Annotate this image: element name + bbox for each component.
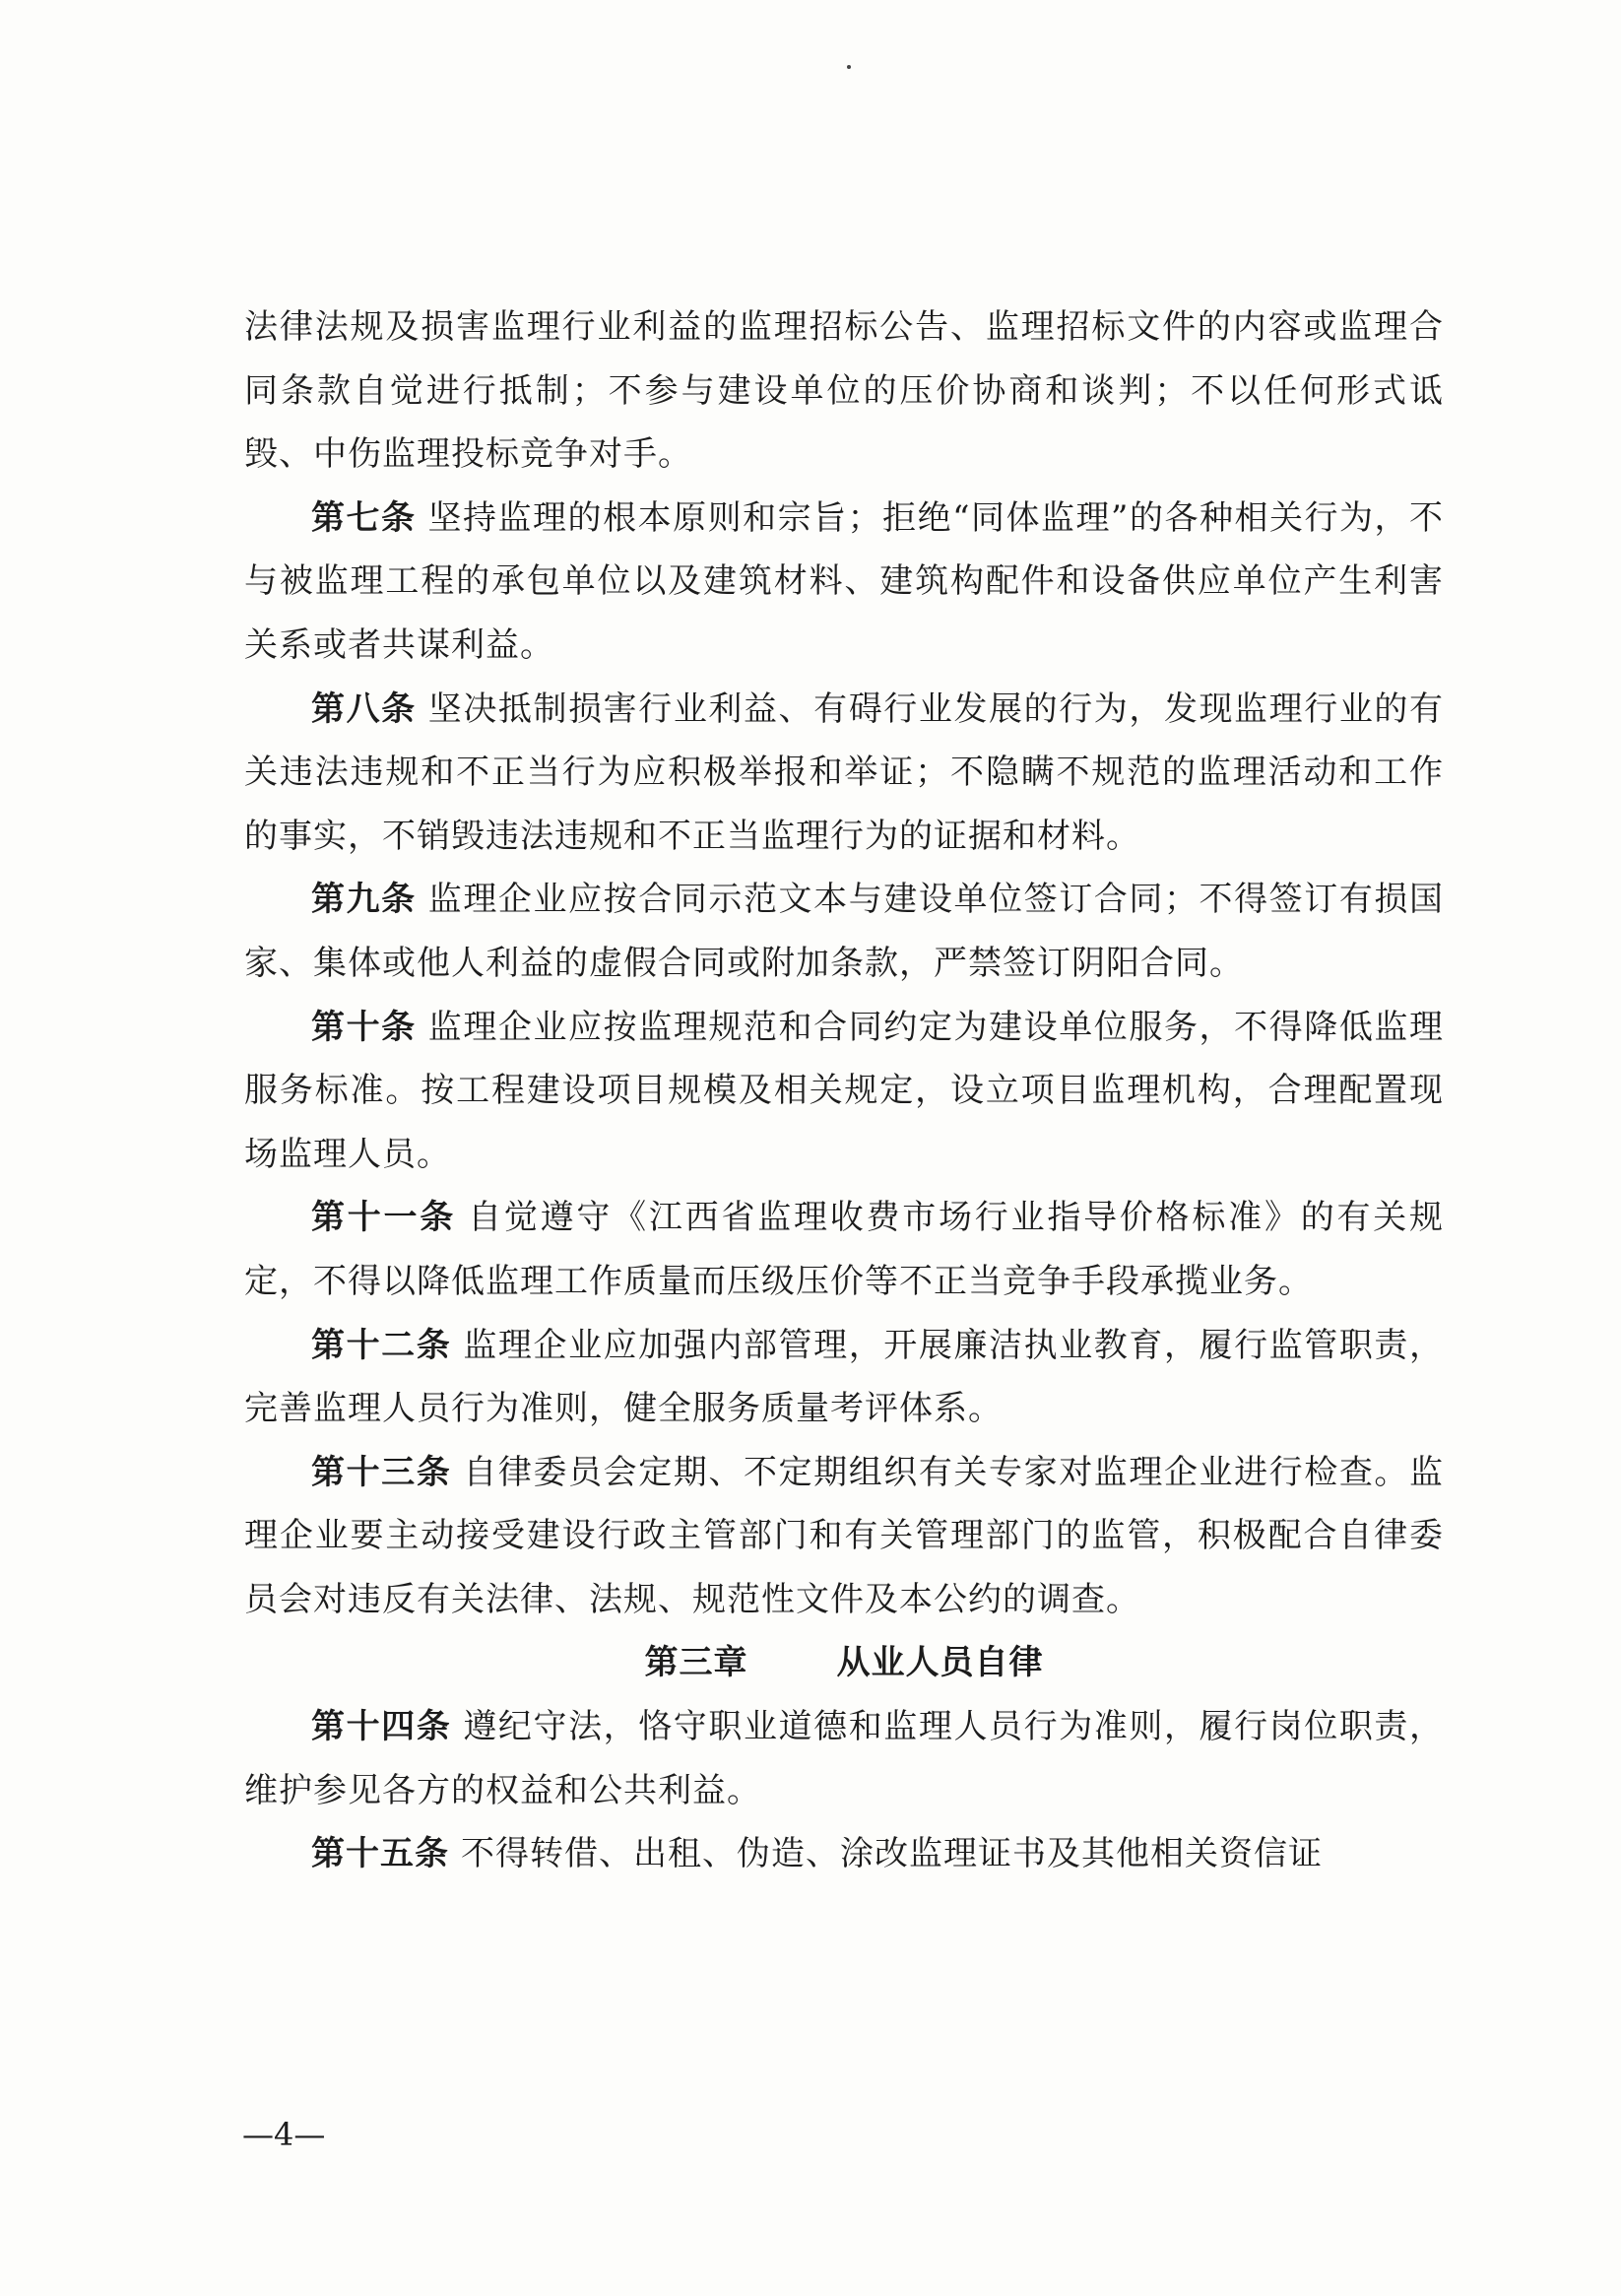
chapter-heading bbox=[244, 1631, 1444, 1695]
article-11 bbox=[244, 1186, 1444, 1313]
scan-speck bbox=[847, 65, 851, 69]
article-7 bbox=[244, 487, 1444, 678]
paragraph-continuation bbox=[244, 295, 1444, 487]
article-13 bbox=[244, 1441, 1444, 1632]
article-label: 第十条 bbox=[311, 1007, 417, 1047]
article-text: 监理企业应加强内部管理，开展廉洁执业教育，履行监管职责，完善监理人员行为准则，健全服务质量考评体系。 bbox=[244, 1325, 1445, 1429]
article-label: 第七条 bbox=[311, 497, 417, 538]
article-text: 自律委员会定期、不定期组织有关专家对监理企业进行检查。监理企业要主动接受建设行政主管部门和有关管理部门的监管，积极配合自律委员会对违反有关法律、法规、规范性文件及本公约的调查。 bbox=[244, 1452, 1445, 1619]
article-text: 坚决抵制损害行业利益、有碍行业发展的行为，发现监理行业的有关违法违规和不正当行为应积极举报和举证；不隐瞒不规范的监理活动和工作的事实，不销毁违法违规和不正当监理行为的证据和材料。 bbox=[244, 689, 1445, 856]
chapter-number: 第三章 bbox=[644, 1643, 748, 1683]
document-body bbox=[244, 295, 1444, 1886]
article-label: 第十三条 bbox=[311, 1452, 452, 1492]
article-label: 第八条 bbox=[311, 689, 417, 729]
article-text: 遵纪守法，恪守职业道德和监理人员行为准则，履行岗位职责，维护参见各方的权益和公共利益。 bbox=[244, 1707, 1445, 1810]
article-12 bbox=[244, 1314, 1444, 1441]
article-label: 第十一条 bbox=[311, 1198, 457, 1238]
article-9 bbox=[244, 868, 1444, 995]
article-label: 第九条 bbox=[311, 880, 417, 920]
article-text: 监理企业应按合同示范文本与建设单位签订合同；不得签订有损国家、集体或他人利益的虚假合同或附加条款，严禁签订阴阳合同。 bbox=[244, 880, 1445, 983]
article-label: 第十二条 bbox=[311, 1325, 452, 1365]
chapter-title: 从业人员自律 bbox=[836, 1643, 1044, 1683]
article-text: 不得转借、出租、伪造、涂改监理证书及其他相关资信证 bbox=[461, 1834, 1323, 1874]
article-text: 自觉遵守《江西省监理收费市场行业指导价格标准》的有关规定，不得以降低监理工作质量而压级压价等不正当竞争手段承揽业务。 bbox=[244, 1198, 1445, 1301]
article-8 bbox=[244, 678, 1444, 869]
article-label: 第十五条 bbox=[311, 1834, 449, 1874]
article-text: 监理企业应按监理规范和合同约定为建设单位服务，不得降低监理服务标准。按工程建设项目规模及相关规定，设立项目监理机构，合理配置现场监理人员。 bbox=[244, 1007, 1445, 1174]
article-label: 第十四条 bbox=[311, 1707, 452, 1747]
article-text: 坚持监理的根本原则和宗旨；拒绝“同体监理”的各种相关行为，不与被监理工程的承包单位以及建筑材料、建筑构配件和设备供应单位产生利害关系或者共谋利益。 bbox=[244, 497, 1445, 665]
page-number: —4— bbox=[242, 2116, 326, 2153]
article-14 bbox=[244, 1695, 1444, 1822]
article-10 bbox=[244, 996, 1444, 1187]
article-15 bbox=[244, 1822, 1444, 1886]
paragraph-text: 法律法规及损害监理行业利益的监理招标公告、监理招标文件的内容或监理合同条款自觉进行抵制；不参与建设单位的压价协商和谈判；不以任何形式诋毁、中伤监理投标竞争对手。 bbox=[244, 307, 1444, 475]
